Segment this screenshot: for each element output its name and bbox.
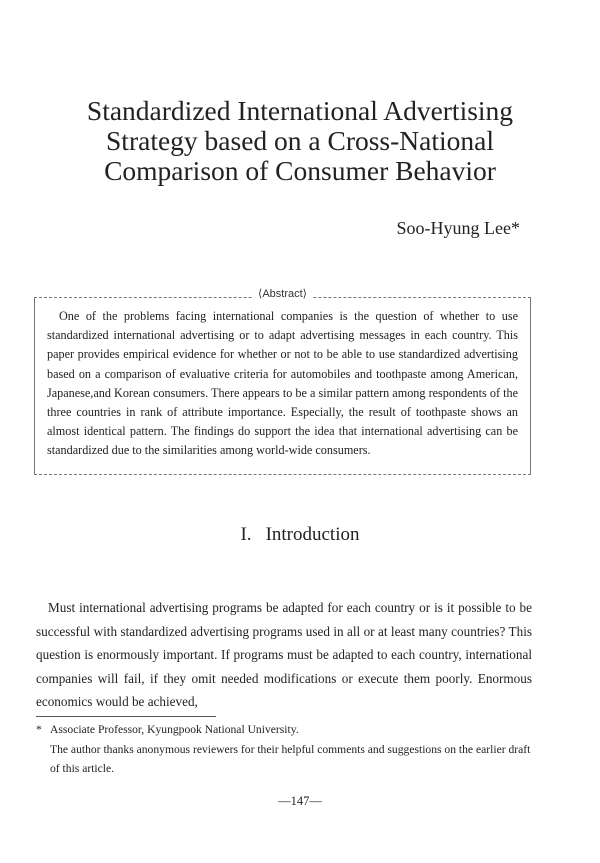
abstract-text: One of the problems facing international companies is the question of whether to use standardized international advertising or to adapt advertising messages in each country. This paper provides empirical evidence for whether or not to be able to use standardized advertising based on a comparison of evaluative criteria for automobiles and toothpaste among American, Japanese,and Korean consumers. There appears to be a similar pattern among respondents of the three countries in rank of attribute importance. Especially, the result of toothpaste shows an almost identical pattern. The findings do support the idea that international advertising can be standardized due to the similarities among world-wide consumers. [47, 309, 518, 458]
title-line-2: Strategy based on a Cross-National [106, 125, 494, 156]
abstract-label: ⟨Abstract⟩ [252, 287, 313, 300]
footnote-acknowledgement: The author thanks anonymous reviewers for their helpful comments and suggestions on the earlier draft of this article. [50, 742, 531, 776]
footnote-marker: * [36, 723, 42, 736]
footnote-divider [36, 716, 216, 717]
section-number: I. [240, 524, 252, 545]
author-name: Soo-Hyung Lee* [396, 218, 520, 238]
section-heading [0, 524, 600, 546]
body-paragraph: Must international advertising programs be adapted for each country or is it possible to be successful with standardized advertising programs used in all or at least many countries? This question is enormously important. If programs must be adapted to each country, international companies will fail, if they omit needed modifications or execute them poorly. Enormous economics would be achieved, [36, 600, 532, 710]
paper-title [0, 96, 600, 186]
abstract-box [34, 288, 531, 475]
page-number: —147— [278, 794, 322, 808]
footnote [36, 720, 536, 779]
title-line-1: Standardized International Advertising [86, 95, 514, 126]
section-title: Introduction [265, 524, 360, 545]
footnote-affiliation: Associate Professor, Kyungpook National University. [50, 723, 299, 736]
title-line-3: Comparison of Consumer Behavior [104, 155, 496, 186]
